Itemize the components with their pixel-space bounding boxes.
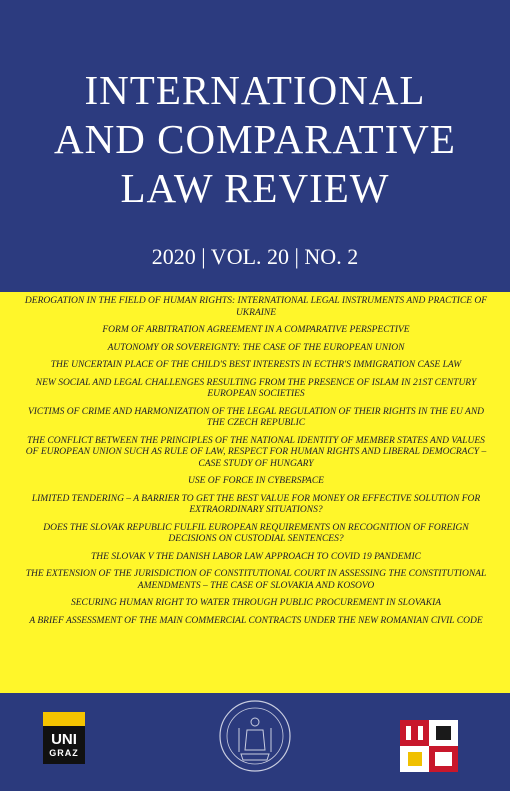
toc-item: A BRIEF ASSESSMENT OF THE MAIN COMMERCIAL CONTRACTS UNDER THE NEW ROMANIAN CIVIL CODE xyxy=(29,615,483,626)
toc-item: AUTONOMY OR SOVEREIGNTY: THE CASE OF THE EUROPEAN UNION xyxy=(107,342,405,353)
toc-item: NEW SOCIAL AND LEGAL CHALLENGES RESULTING FROM THE PRESENCE OF ISLAM IN 21ST CENTURY EUROPEAN SOCIETIES xyxy=(35,377,477,399)
uni-graz-logo xyxy=(43,712,85,764)
title-line-2: AND COMPARATIVE xyxy=(54,116,456,162)
title-line-1: INTERNATIONAL xyxy=(84,67,426,113)
city-crest-icon xyxy=(398,718,460,774)
toc-item: USE OF FORCE IN CYBERSPACE xyxy=(188,476,324,486)
toc-item: DOES THE SLOVAK REPUBLIC FULFIL EUROPEAN REQUIREMENTS ON RECOGNITION OF FOREIGN DECISIONS ON CUSTODIAL SENTENCES? xyxy=(43,522,469,544)
toc-item: LIMITED TENDERING – A BARRIER TO GET THE BEST VALUE FOR MONEY OR EFFECTIVE SOLUTION FOR EXTRAORDINARY SITUATIONS? xyxy=(31,493,481,515)
table-of-contents xyxy=(20,296,492,633)
journal-title xyxy=(0,66,510,213)
toc-item: SECURING HUMAN RIGHT TO WATER THROUGH PUBLIC PROCUREMENT IN SLOVAKIA xyxy=(70,598,442,608)
issue-line: 2020 | VOL. 20 | NO. 2 xyxy=(151,244,359,269)
title-line-3: LAW REVIEW xyxy=(120,165,390,211)
toc-item: THE UNCERTAIN PLACE OF THE CHILD'S BEST INTERESTS IN ECTHR'S IMMIGRATION CASE LAW xyxy=(50,360,462,370)
toc-item: THE EXTENSION OF THE JURISDICTION OF CONSTITUTIONAL COURT IN ASSESSING THE CONSTITUTIONAL AMENDMENTS – THE CASE OF SLOVAKIA AND KOSOVO xyxy=(25,569,487,591)
toc-item: FORM OF ARBITRATION AGREEMENT IN A COMPARATIVE PERSPECTIVE xyxy=(102,325,410,335)
toc-item: THE CONFLICT BETWEEN THE PRINCIPLES OF THE NATIONAL IDENTITY OF MEMBER STATES AND VALUES OF EUROPEAN UNION SUCH AS RULE OF LAW, RESPECT FOR HUMAN RIGHTS AND LIBERAL DEMOCRACY – CASE STUDY OF HUNGARY xyxy=(25,435,487,469)
university-seal-icon xyxy=(217,698,293,774)
toc-item: THE SLOVAK V THE DANISH LABOR LAW APPROACH TO COVID 19 PANDEMIC xyxy=(91,551,421,562)
uni-graz-logo-line1: UNI xyxy=(51,731,77,748)
toc-item: DEROGATION IN THE FIELD OF HUMAN RIGHTS: INTERNATIONAL LEGAL INSTRUMENTS AND PRACTICE OF UKRAINE xyxy=(24,296,488,318)
toc-item: VICTIMS OF CRIME AND HARMONIZATION OF THE LEGAL REGULATION OF THEIR RIGHTS IN THE EU AND THE CZECH REPUBLIC xyxy=(27,406,485,428)
uni-graz-logo-line2: GRAZ xyxy=(49,748,79,758)
